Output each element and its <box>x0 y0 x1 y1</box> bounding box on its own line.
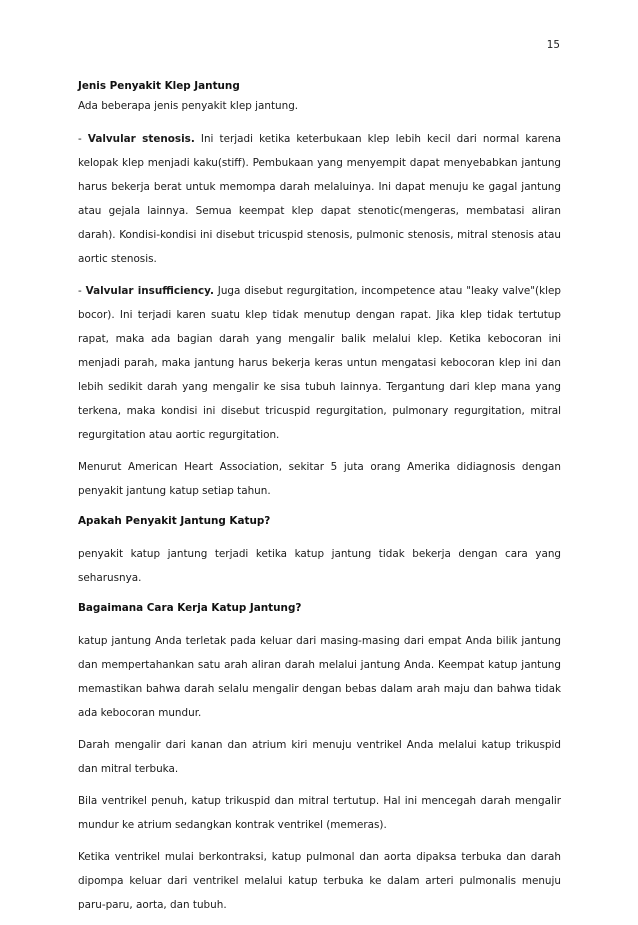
katup-paragraph-2: Darah mengalir dari kanan dan atrium kiri menuju ventrikel Anda melalui katup trikuspid dan mitral terbuka. <box>78 739 561 775</box>
katup-paragraph-1: katup jantung Anda terletak pada keluar dari masing-masing dari empat Anda bilik jantung dan mempertahankan satu arah aliran darah melalui jantung Anda. Keempat katup jantung memastikan bahwa darah selalu mengalir dengan bebas dalam arah maju dan bahwa tidak ada kebocoran mundur. <box>78 635 561 719</box>
insufficiency-prefix: - <box>78 285 86 297</box>
apakah-paragraph: penyakit katup jantung terjadi ketika katup jantung tidak bekerja dengan cara yang seharusnya. <box>78 548 561 584</box>
katup-paragraph-3: Bila ventrikel penuh, katup trikuspid dan mitral tertutup. Hal ini mencegah darah mengalir mundur ke atrium sedangkan kontrak ventrikel (memeras). <box>78 795 561 831</box>
intro-paragraph: Ada beberapa jenis penyakit klep jantung. <box>78 100 299 112</box>
insufficiency-text: Juga disebut regurgitation, incompetence atau "leaky valve"(klep bocor). Ini terjadi karen suatu klep tidak menutup dengan rapat. Jika klep tidak tertutup rapat, maka ada bagian darah yang mengalir balik melalui klep. Ketika kebocoran ini menjadi parah, maka jantung harus bekerja keras untun mengatasi kebocoran klep ini dan lebih sedikit darah yang mengalir ke sisa tubuh lainnya. Tergantung dari klep mana yang terkena, maka kondisi ini disebut tricuspid regurgitation, pulmonary regurgitation, mitral regurgitation atau aortic regurgitation. <box>78 285 561 441</box>
page-number: 15 <box>546 39 560 51</box>
section-heading-bagaimana: Bagaimana Cara Kerja Katup Jantung? <box>78 602 302 614</box>
page-content <box>78 76 561 925</box>
stenosis-term: Valvular stenosis. <box>87 133 195 145</box>
insufficiency-term: Valvular insufficiency. <box>85 285 214 297</box>
section-heading-jenis: Jenis Penyakit Klep Jantung <box>78 80 240 92</box>
stenosis-text: Ini terjadi ketika keterbukaan klep lebih kecil dari normal karena kelopak klep menjadi kaku(stiff). Pembukaan yang menyempit dapat menyebabkan jantung harus bekerja berat untuk memompa darah melaluinya. Ini dapat menuju ke gagal jantung atau gejala lainnya. Semua keempat klep dapat stenotic(mengeras, membatasi aliran darah). Kondisi-kondisi ini disebut tricuspid stenosis, pulmonic stenosis, mitral stenosis atau aortic stenosis. <box>78 133 561 265</box>
stenosis-paragraph <box>78 127 561 271</box>
aha-paragraph: Menurut American Heart Association, sekitar 5 juta orang Amerika didiagnosis dengan penyakit jantung katup setiap tahun. <box>78 461 561 497</box>
stenosis-prefix: - <box>78 133 88 145</box>
insufficiency-paragraph <box>78 279 561 447</box>
section-heading-apakah: Apakah Penyakit Jantung Katup? <box>78 515 271 527</box>
katup-paragraph-4: Ketika ventrikel mulai berkontraksi, katup pulmonal dan aorta dipaksa terbuka dan darah dipompa keluar dari ventrikel melalui katup terbuka ke dalam arteri pulmonalis menuju paru-paru, aorta, dan tubuh. <box>78 851 561 911</box>
